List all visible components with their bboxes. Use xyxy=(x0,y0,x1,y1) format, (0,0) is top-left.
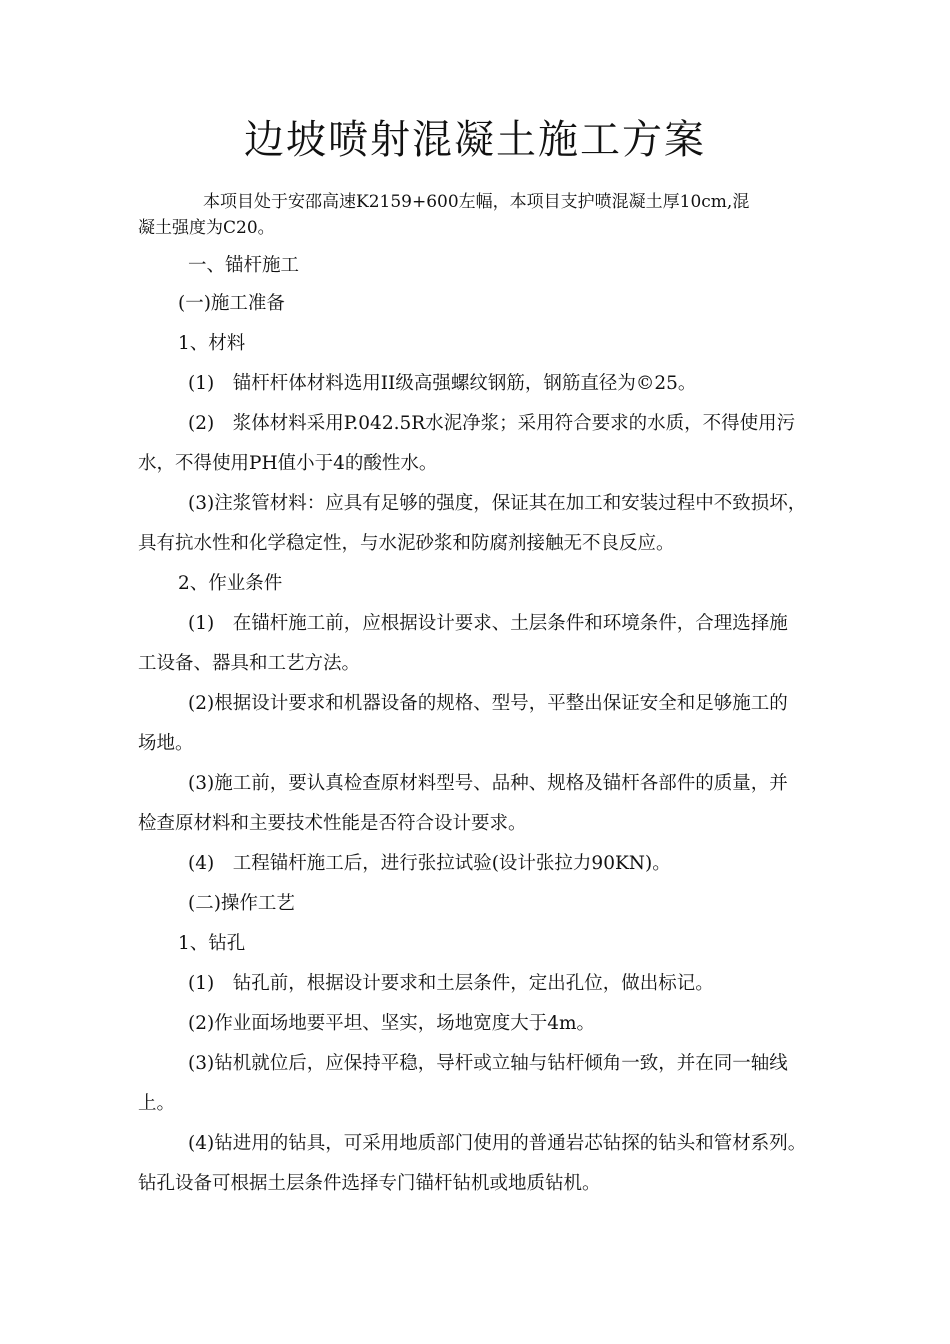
paragraph-condition-4: (4) 工程锚杆施工后，进行张拉试验(设计张拉力90KN)。 xyxy=(188,853,671,874)
paragraph-drilling-3-line-2: 上。 xyxy=(138,1093,176,1114)
section-heading-anchor-construction: 一、锚杆施工 xyxy=(188,255,300,276)
paragraph-material-1: (1) 锚杆杆体材料选用II级高强螺纹钢筋，钢筋直径为©25。 xyxy=(188,373,697,394)
paragraph-drilling-3-line-1: (3)钻机就位后，应保持平稳，导杆或立轴与钻杆倾角一致，并在同一轴线 xyxy=(188,1053,788,1074)
paragraph-drilling-4-line-2: 钻孔设备可根据土层条件选择专门锚杆钻机或地质钻机。 xyxy=(138,1173,601,1194)
paragraph-material-3-line-2: 具有抗水性和化学稳定性，与水泥砂浆和防腐剂接触无不良反应。 xyxy=(138,533,675,554)
paragraph-drilling-2: (2)作业面场地要平坦、坚实，场地宽度大于4m。 xyxy=(188,1013,596,1034)
paragraph-material-3-line-1: (3)注浆管材料：应具有足够的强度，保证其在加工和安装过程中不致损坏， xyxy=(188,493,807,514)
paragraph-material-2-line-1: (2) 浆体材料采用P.042.5R水泥净浆；采用符合要求的水质，不得使用污 xyxy=(188,413,796,434)
item-heading-materials: 1、材料 xyxy=(178,333,246,354)
paragraph-condition-3-line-1: (3)施工前，要认真检查原材料型号、品种、规格及锚杆各部件的质量，并 xyxy=(188,773,788,794)
intro-line-2: 凝土强度为C20。 xyxy=(138,218,275,238)
subsection-heading-process: (二)操作工艺 xyxy=(188,893,295,914)
subsection-heading-preparation: (一)施工准备 xyxy=(178,293,285,314)
item-heading-drilling: 1、钻孔 xyxy=(178,933,246,954)
item-heading-conditions: 2、作业条件 xyxy=(178,573,283,594)
paragraph-condition-2-line-1: (2)根据设计要求和机器设备的规格、型号，平整出保证安全和足够施工的 xyxy=(188,693,788,714)
intro-line-1: 本项目处于安邵高速K2159+600左幅，本项目支护喷混凝土厚10cm,混 xyxy=(203,192,750,212)
paragraph-condition-1-line-1: (1) 在锚杆施工前，应根据设计要求、土层条件和环境条件，合理选择施 xyxy=(188,613,788,634)
paragraph-drilling-4-line-1: (4)钻进用的钻具，可采用地质部门使用的普通岩芯钻探的钻头和管材系列。 xyxy=(188,1133,807,1154)
paragraph-material-2-line-2: 水，不得使用PH值小于4的酸性水。 xyxy=(138,453,438,474)
paragraph-condition-3-line-2: 检查原材料和主要技术性能是否符合设计要求。 xyxy=(138,813,527,834)
paragraph-drilling-1: (1) 钻孔前，根据设计要求和土层条件，定出孔位，做出标记。 xyxy=(188,973,714,994)
paragraph-condition-2-line-2: 场地。 xyxy=(138,733,194,754)
paragraph-condition-1-line-2: 工设备、器具和工艺方法。 xyxy=(138,653,361,674)
document-title: 边坡喷射混凝土施工方案 xyxy=(244,117,706,163)
